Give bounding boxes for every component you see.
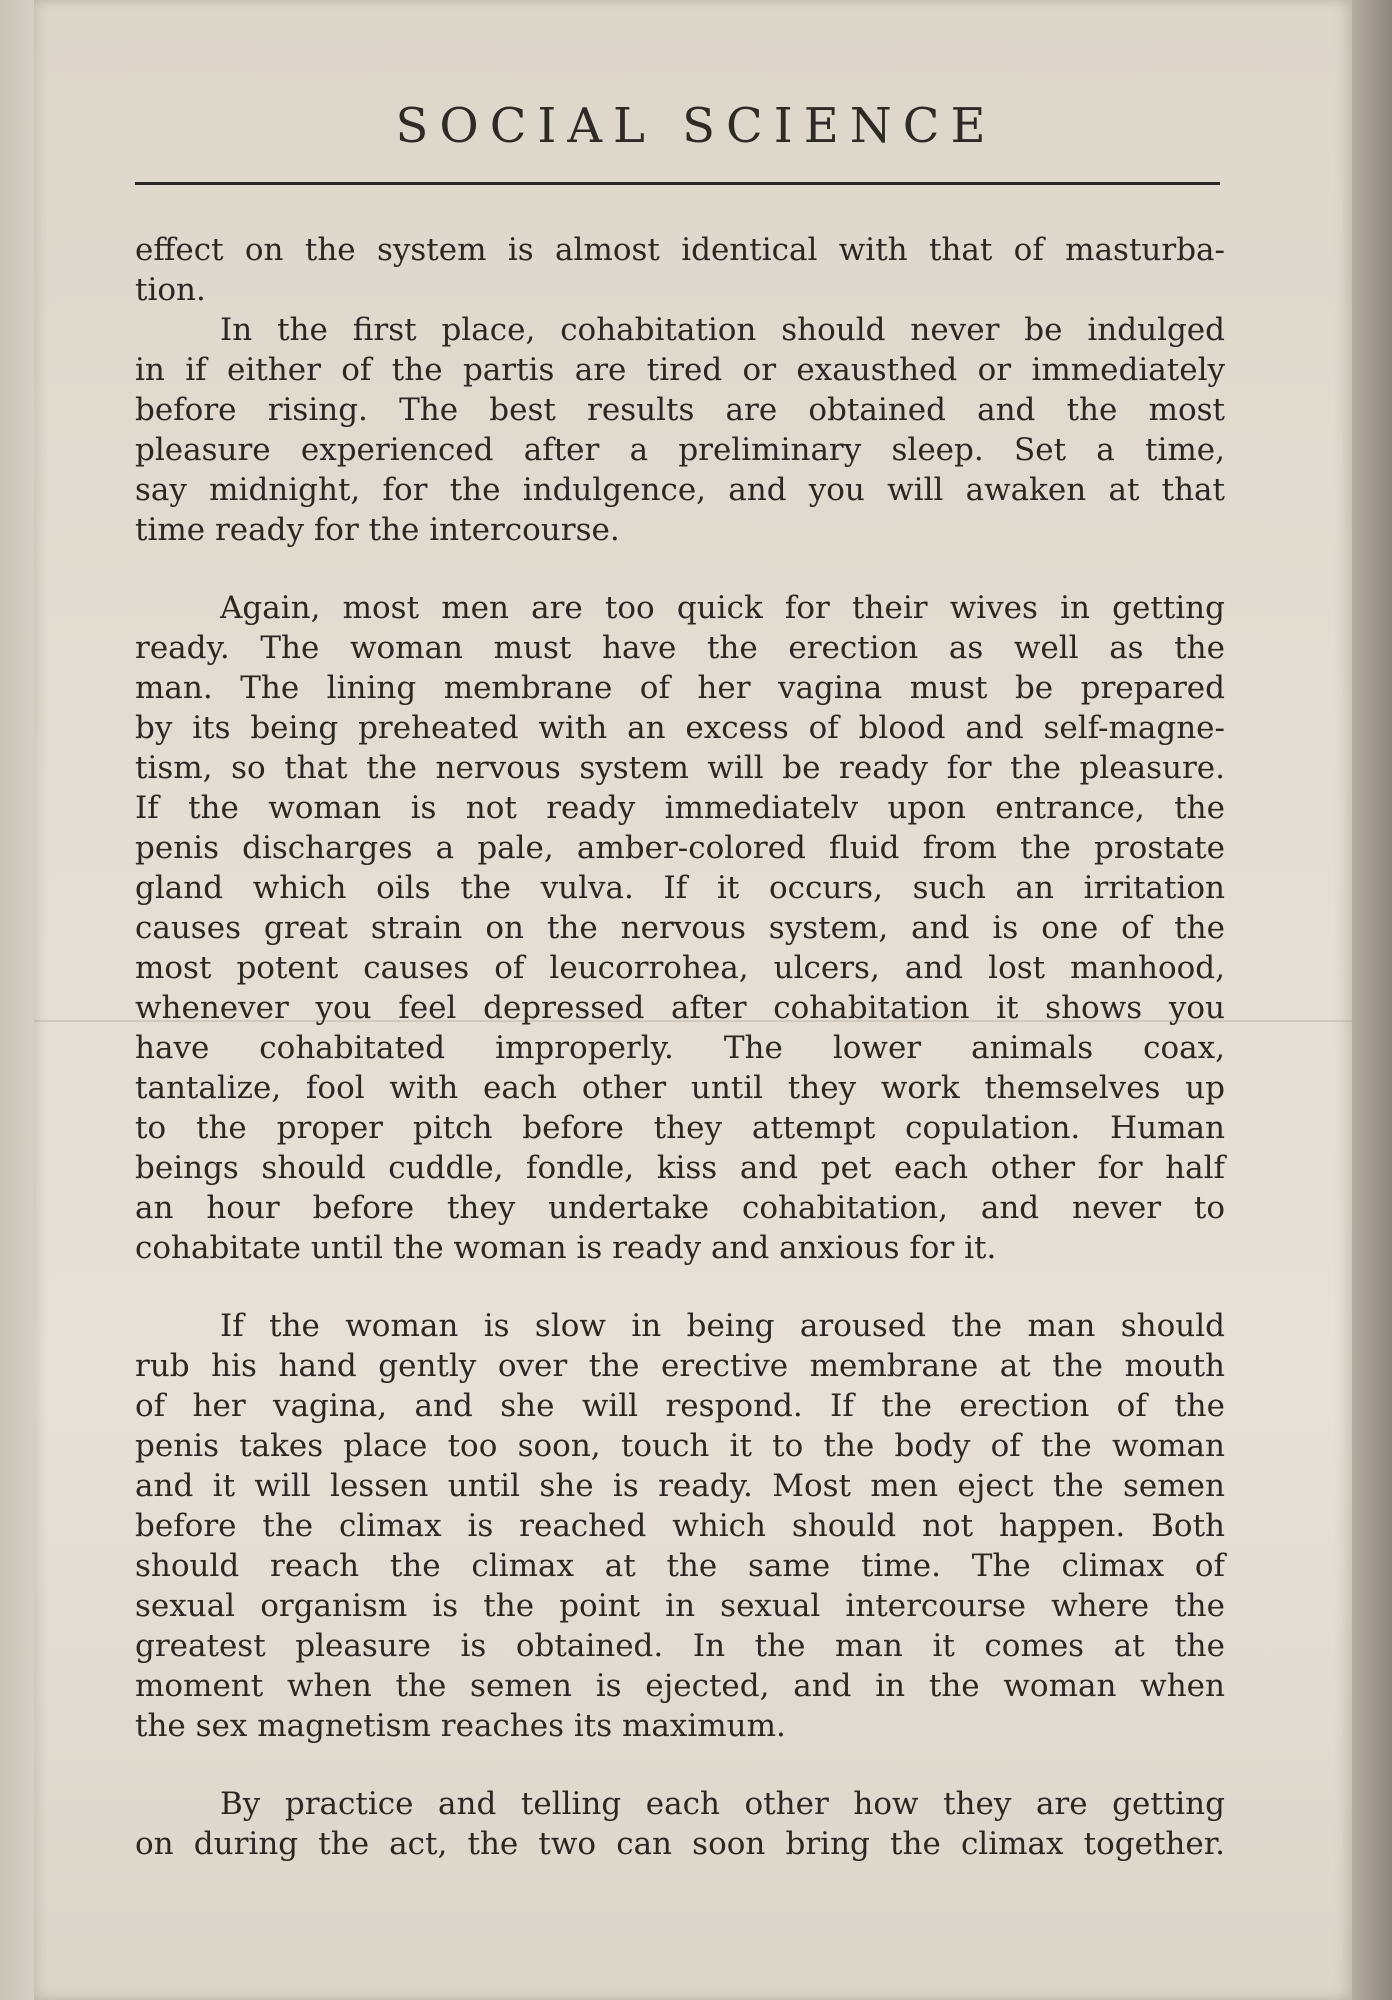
running-head: SOCIAL SCIENCE [395,98,997,154]
paragraph-5 [135,1784,1225,1864]
text-line: say midnight, for the indulgence, and you will awaken at that [135,472,1225,508]
text-line: ready. The woman must have the erection as well as the [135,630,1225,666]
text-line: by its being preheated with an excess of blood and self-magne- [135,710,1225,746]
paragraph-4 [135,1306,1225,1746]
text-line: tion. [135,272,206,308]
text-line: tantalize, fool with each other until they work themselves up [135,1070,1225,1106]
text-line: an hour before they undertake cohabitation, and never to [135,1190,1225,1226]
text-line: and it will lessen until she is ready. Most men eject the semen [135,1468,1225,1504]
paragraph-3 [135,588,1225,1268]
paragraph-2 [135,310,1225,550]
text-line: cohabitate until the woman is ready and anxious for it. [135,1230,997,1266]
text-line: If the woman is not ready immediatelv upon entrance, the [135,790,1225,826]
text-line: gland which oils the vulva. If it occurs, such an irritation [135,870,1225,906]
text-line: beings should cuddle, fondle, kiss and pet each other for half [135,1150,1225,1186]
text-line: If the woman is slow in being aroused the man should [220,1308,1225,1344]
text-line: time ready for the intercourse. [135,512,620,548]
text-line: effect on the system is almost identical with that of masturba- [135,232,1225,268]
paragraph-gap [135,550,1225,588]
text-line: By practice and telling each other how they are getting [220,1786,1225,1822]
text-line: of her vagina, and she will respond. If the erection of the [135,1388,1225,1424]
text-line: before the climax is reached which should not happen. Both [135,1508,1225,1544]
text-line: pleasure experienced after a preliminary sleep. Set a time, [135,432,1225,468]
text-line: the sex magnetism reaches its maximum. [135,1708,786,1744]
text-line: have cohabitated improperly. The lower animals coax, [135,1030,1225,1066]
text-line: In the first place, cohabitation should never be indulged [220,312,1225,348]
text-line: before rising. The best results are obtained and the most [135,392,1225,428]
text-line: on during the act, the two can soon bring the climax together. [135,1826,1225,1862]
paragraph-1 [135,230,1225,310]
text-line: causes great strain on the nervous system, and is one of the [135,910,1225,946]
text-line: should reach the climax at the same time. The climax of [135,1548,1225,1584]
text-line: in if either of the partis are tired or exausthed or immediately [135,352,1225,388]
text-line: sexual organism is the point in sexual intercourse where the [135,1588,1225,1624]
text-line: penis discharges a pale, amber-colored fluid from the prostate [135,830,1225,866]
text-line: to the proper pitch before they attempt copulation. Human [135,1110,1225,1146]
body-text [135,230,1225,1864]
text-line: penis takes place too soon, touch it to the body of the woman [135,1428,1225,1464]
text-line: most potent causes of leucorrohea, ulcers, and lost manhood, [135,950,1225,986]
text-line: greatest pleasure is obtained. In the man it comes at the [135,1628,1225,1664]
text-line: rub his hand gently over the erective membrane at the mouth [135,1348,1225,1384]
text-line: moment when the semen is ejected, and in the woman when [135,1668,1225,1704]
text-line: man. The lining membrane of her vagina must be prepared [135,670,1225,706]
text-line: Again, most men are too quick for their wives in getting [220,590,1225,626]
text-line: whenever you feel depressed after cohabitation it shows you [135,990,1225,1026]
text-line: tism, so that the nervous system will be ready for the pleasure. [135,750,1225,786]
paragraph-gap [135,1746,1225,1784]
header-rule [135,182,1220,185]
paragraph-gap [135,1268,1225,1306]
